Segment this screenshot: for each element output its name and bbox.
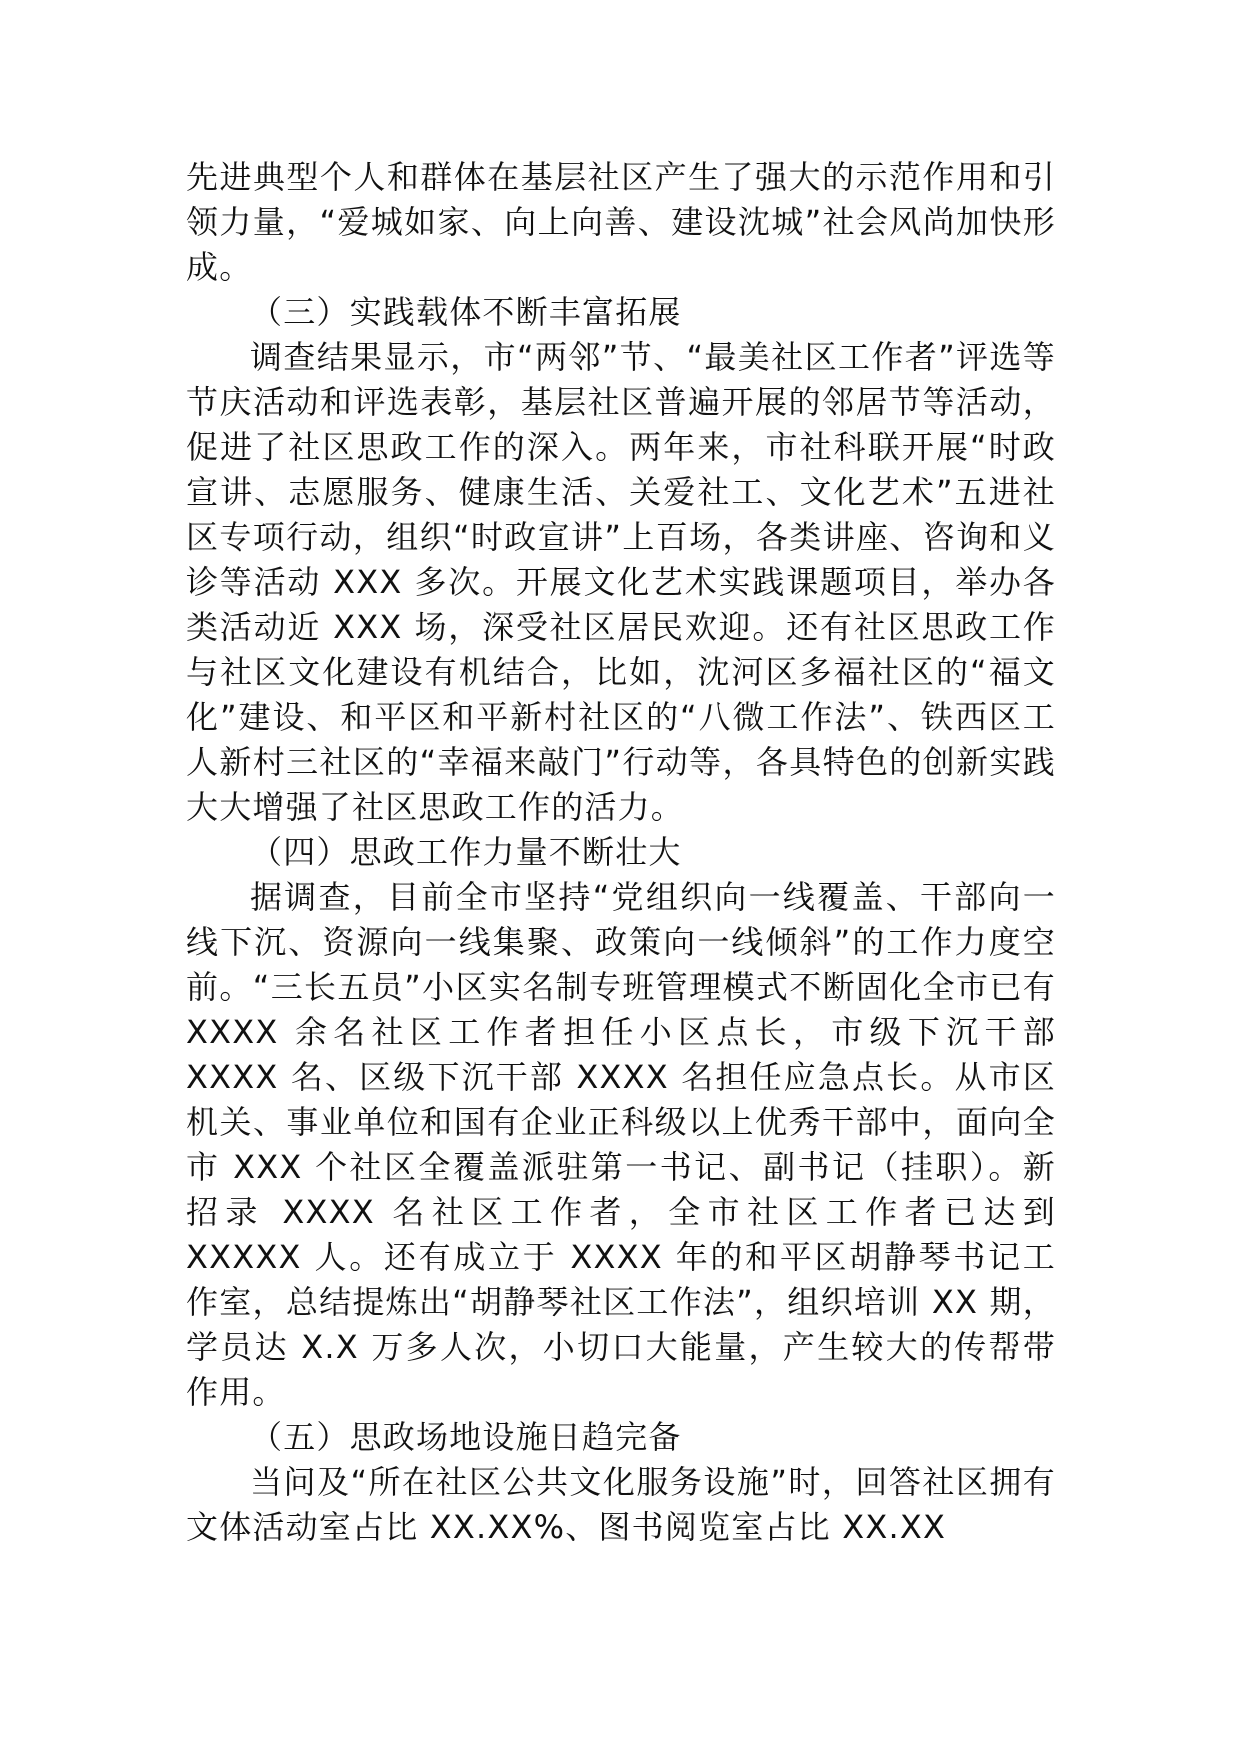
document-page [186, 155, 1056, 1550]
section-heading-4: （四）思政工作力量不断壮大 [250, 833, 682, 871]
paragraph-section-5: 当问及“所在社区公共文化服务设施”时，回答社区拥有文体活动室占比 XX.XX%、图书阅览室占比 XX.XX [186, 1463, 1056, 1546]
section-heading-5: （五）思政场地设施日趋完备 [250, 1418, 682, 1456]
paragraph-continuation: 先进典型个人和群体在基层社区产生了强大的示范作用和引领力量，“爱城如家、向上向善、建设沈城”社会风尚加快形成。 [186, 158, 1056, 286]
section-heading-3: （三）实践载体不断丰富拓展 [250, 293, 682, 331]
paragraph-section-4: 据调查，目前全市坚持“党组织向一线覆盖、干部向一线下沉、资源向一线集聚、政策向一线倾斜”的工作力度空前。“三长五员”小区实名制专班管理模式不断固化全市已有 XXXX 余名社区工作者担任小区点长，市级下沉干部 XXXX 名、区级下沉干部 XXXX 名担任应急点长。从市区机关、事业单位和国有企业正科级以上优秀干部中，面向全市 XXX 个社区全覆盖派驻第一书记、副书记（挂职）。新招录 XXXX 名社区工作者，全市社区工作者已达到 XXXXX 人。还有成立于 XXXX 年的和平区胡静琴书记工作室，总结提炼出“胡静琴社区工作法”，组织培训 XX 期，学员达 X.X 万多人次，小切口大能量，产生较大的传帮带作用。 [186, 878, 1056, 1411]
paragraph-section-3: 调查结果显示，市“两邻”节、“最美社区工作者”评选等节庆活动和评选表彰，基层社区普遍开展的邻居节等活动，促进了社区思政工作的深入。两年来，市社科联开展“时政宣讲、志愿服务、健康生活、关爱社工、文化艺术”五进社区专项行动，组织“时政宣讲”上百场，各类讲座、咨询和义诊等活动 XXX 多次。开展文化艺术实践课题项目，举办各类活动近 XXX 场，深受社区居民欢迎。还有社区思政工作与社区文化建设有机结合，比如，沈河区多福社区的“福文化”建设、和平区和平新村社区的“八微工作法”、铁西区工人新村三社区的“幸福来敲门”行动等，各具特色的创新实践大大增强了社区思政工作的活力。 [186, 338, 1056, 826]
